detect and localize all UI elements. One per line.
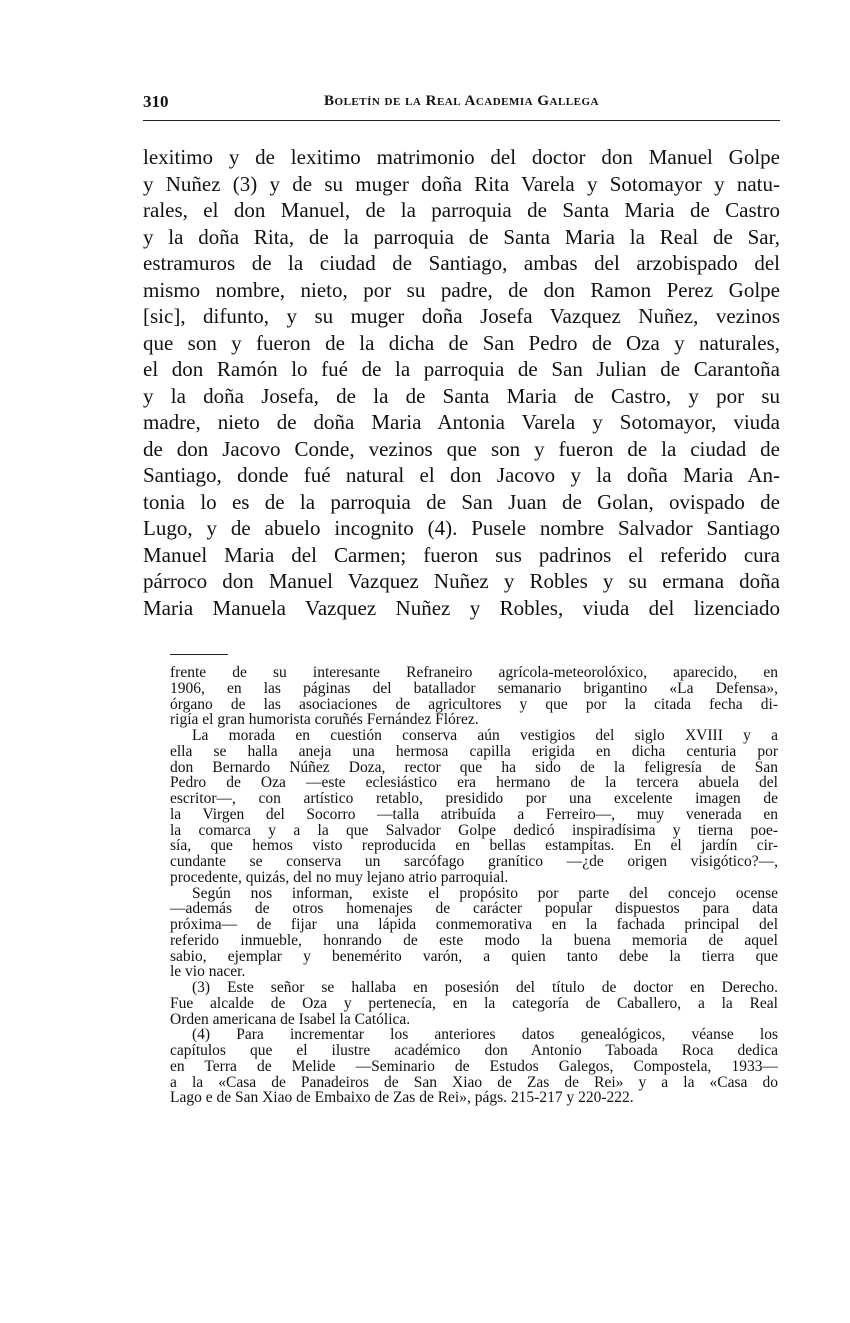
footnote-line: (4) Para incrementar los anteriores datos genealógicos, véanse los [192,1026,778,1044]
body-line: Santiago, donde fué natural el don Jacovo y la doña Maria An- [143,463,780,487]
footnote-line: frente de su interesante Refraneiro agrícola-meteorolóxico, aparecido, en [170,664,778,681]
footnote-line: Lago e de San Xiao de Embaixo de Zas de Rei», págs. 215-217 y 220-222. [170,1089,634,1107]
footnote-line: procedente, quizás, del no muy lejano atrio parroquial. [170,868,509,886]
footnote-line: la comarca y a la que Salvador Golpe dedicó inspiradísima y tierna poe- [170,821,778,839]
body-line: Maria Manuela Vazquez Nuñez y Robles, viuda del lizenciado [143,595,780,620]
footnote-line: (3) Este señor se hallaba en posesión del título de doctor en Derecho. [192,979,778,996]
footnote-line: cundante se conserva un sarcófago granítico —¿de origen visigótico?—, [170,853,778,870]
body-line: párroco don Manuel Vazquez Nuñez y Robles y su ermana doña [143,569,780,593]
running-header [143,92,780,116]
footnote-line: órgano de las asociaciones de agricultores y que por la citada fecha di- [170,695,778,713]
footnotes [170,665,778,1106]
body-line: madre, nieto de doña Maria Antonia Varela y Sotomayor, viuda [143,410,780,434]
footnote-line: la Virgen del Socorro —talla atribuída a Ferreiro—, muy venerada en [170,805,778,823]
body-line: estramuros de la ciudad de Santiago, ambas del arzobispado del [143,251,780,275]
footnote-line: referido inmueble, honrando de este modo la buena memoria de aquel [170,931,778,949]
footnote-line: —además de otros homenajes de carácter popular dispuestos para data [170,900,778,918]
body-line: rales, el don Manuel, de la parroquia de Santa Maria de Castro [143,198,780,222]
body-line: tonia lo es de la parroquia de San Juan de Golan, ovispado de [143,489,780,514]
body-text [143,144,780,621]
journal-title: Boletín de la Real Academia Gallega [324,93,599,109]
footnote-line: le vio nacer. [170,963,246,981]
footnote-line: escritor—, con artístico retablo, presidido por una excelente imagen de [170,790,778,807]
footnote-line: a la «Casa de Panadeiros de San Xiao de Zas de Rei» y a la «Casa do [170,1073,778,1091]
body-line: lexitimo y de lexitimo matrimonio del doctor don Manuel Golpe [143,145,780,169]
body-line: Manuel Maria del Carmen; fueron sus padrinos el referido cura [143,542,780,567]
footnote-line: en Terra de Melide —Seminario de Estudos Galegos, Compostela, 1933— [170,1057,778,1075]
body-line: que son y fueron de la dicha de San Pedro de Oza y naturales, [143,330,780,355]
footnote-separator [170,654,228,655]
page-number: 310 [143,92,169,111]
body-line: Lugo, y de abuelo incognito (4). Pusele nombre Salvador Santiago [143,516,780,540]
footnote-line: rigía el gran humorista coruñés Fernández Flórez. [170,711,479,729]
footnote-line: Según nos informan, existe el propósito por parte del concejo ocense [192,884,778,902]
body-line: de don Jacovo Conde, vezinos que son y fueron de la ciudad de [143,436,780,461]
body-line: el don Ramón lo fué de la parroquia de San Julian de Carantoña [143,357,780,381]
footnote-line: sabio, ejemplar y benemérito varón, a quien tanto debe la tierra que [170,947,778,965]
footnote-line: La morada en cuestión conserva aún vestigios del siglo XVIII y a [192,727,778,744]
body-line: y la doña Josefa, de la de Santa Maria de Castro, y por su [143,383,780,408]
body-line: mismo nombre, nieto, por su padre, de don Ramon Perez Golpe [143,277,780,302]
footnote-line: 1906, en las páginas del batallador semanario brigantino «La Defensa», [170,679,778,697]
body-line: [sic], difunto, y su muger doña Josefa Vazquez Nuñez, vezinos [143,304,780,328]
footnote-line: capítulos que el ilustre académico don Antonio Taboada Roca dedica [170,1042,778,1059]
footnote-line: sía, que hemos visto reproducida en bellas estampitas. En el jardín cir- [170,837,778,855]
footnote-line: Fue alcalde de Oza y pertenecía, en la categoría de Caballero, a la Real [170,994,778,1012]
footnote-line: ella se halla aneja una hermosa capilla erigida en dicha centuria por [170,742,778,760]
footnote-line: próxima— de fijar una lápida conmemorativa en la fachada principal del [170,916,778,933]
header-rule [143,120,780,121]
body-line: y Nuñez (3) y de su muger doña Rita Varela y Sotomayor y natu- [143,171,780,196]
footnote-line: Orden americana de Isabel la Católica. [170,1010,411,1028]
footnote-line: don Bernardo Núñez Doza, rector que ha sido de la feligresía de San [170,758,778,776]
footnote-line: Pedro de Oza —este eclesiástico era hermano de la tercera abuela del [170,774,778,792]
body-line: y la doña Rita, de la parroquia de Santa Maria la Real de Sar, [143,224,780,249]
